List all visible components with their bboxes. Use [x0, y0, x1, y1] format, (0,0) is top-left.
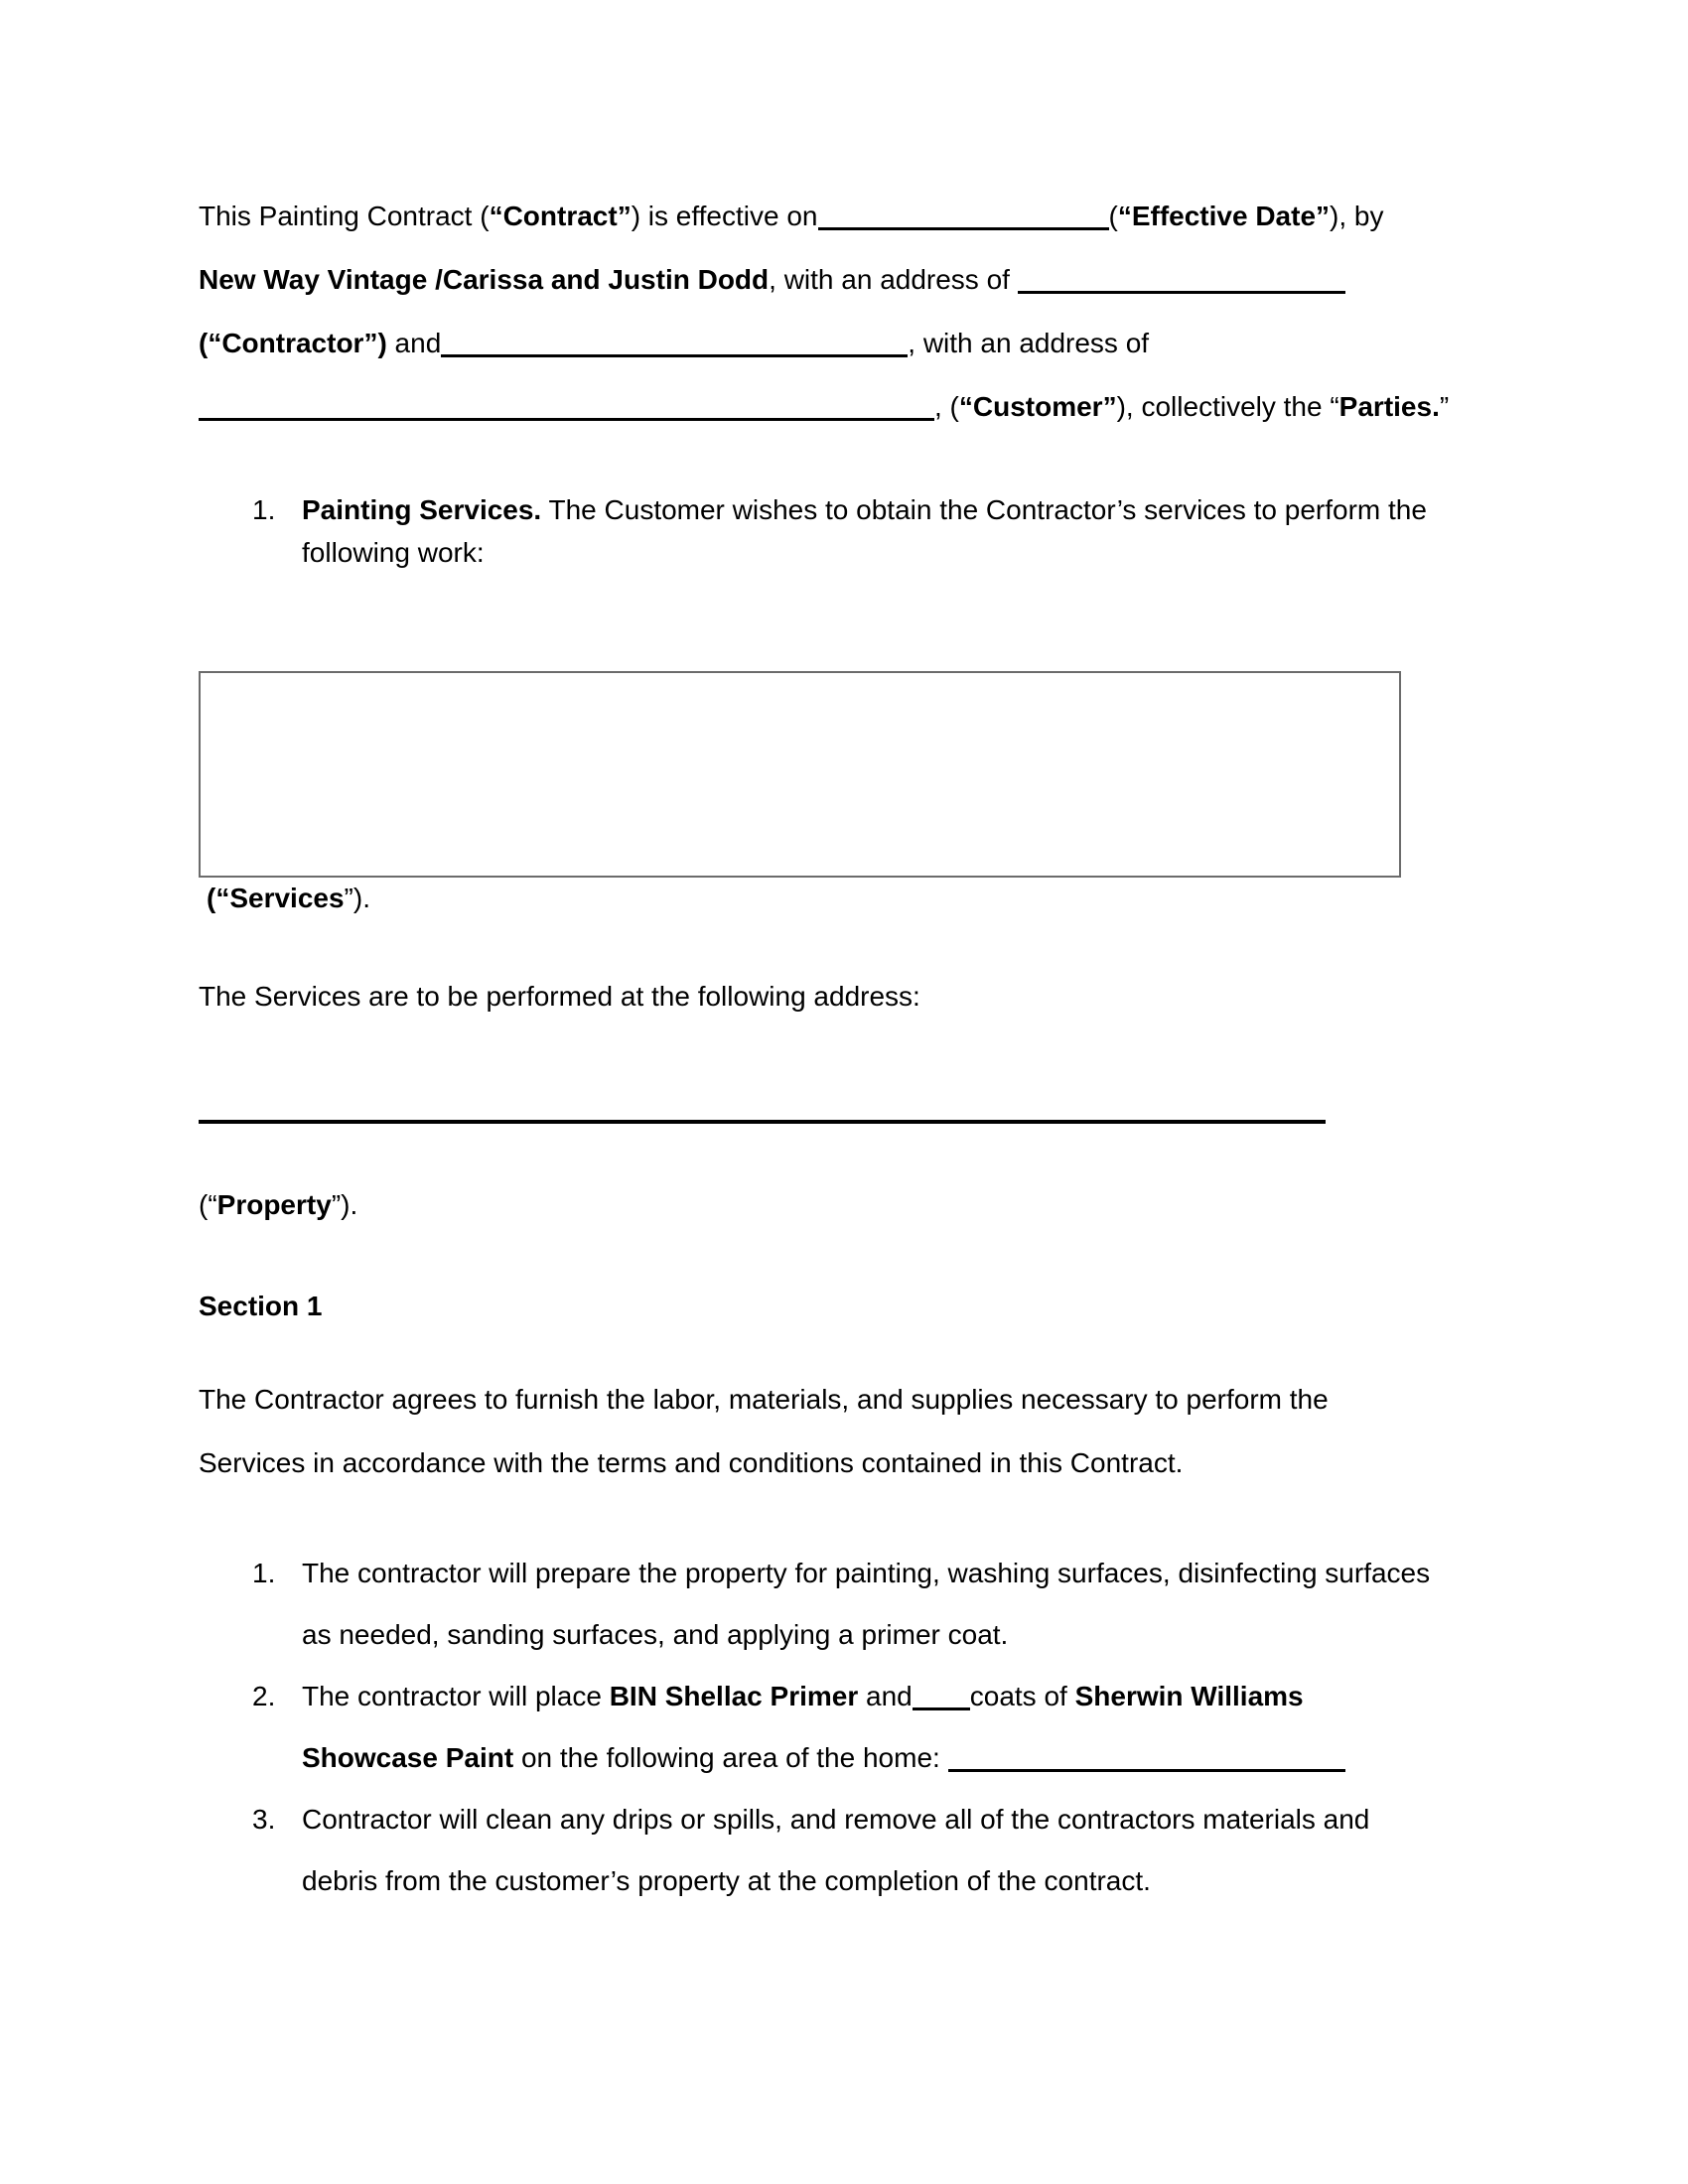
intro-text: ( — [1108, 201, 1118, 231]
list-item-cleanup — [199, 1789, 1489, 1912]
list-item-text: The contractor will place — [302, 1681, 610, 1711]
list-item-line — [302, 1543, 1489, 1604]
home-area-blank[interactable] — [948, 1769, 1345, 1772]
section-1-paragraph-line-1 — [199, 1368, 1489, 1432]
services-location-text: The Services are to be performed at the following address: — [199, 981, 920, 1012]
intro-text: , ( — [934, 391, 959, 422]
property-address-row — [199, 1088, 1489, 1132]
intro-line-2 — [199, 248, 1489, 312]
list-number: 1. — [252, 1558, 276, 1588]
intro-line-1 — [199, 185, 1489, 248]
list-item-line — [302, 1850, 1489, 1912]
intro-line-4 — [199, 375, 1489, 439]
section-1-text: The Contractor agrees to furnish the labor, materials, and supplies necessary to perform the — [199, 1384, 1329, 1415]
effective-date-term: “Effective Date” — [1117, 201, 1331, 231]
list-item-text: The contractor will prepare the property for painting, washing surfaces, disinfecting surfaces — [302, 1558, 1431, 1588]
list-item-line — [302, 1727, 1489, 1789]
intro-text: ), collectively the “ — [1116, 391, 1339, 422]
list-item-text: Contractor will clean any drips or spills, and remove all of the contractors materials and — [302, 1804, 1370, 1835]
intro-text: ), by — [1330, 201, 1384, 231]
effective-date-blank[interactable] — [818, 227, 1109, 230]
section-1-paragraph-line-2 — [199, 1432, 1489, 1495]
list-number: 2. — [252, 1681, 276, 1711]
list-item-text: on the following area of the home: — [513, 1742, 948, 1773]
paint-brand-name: Sherwin Williams — [1074, 1681, 1304, 1711]
list-item-text: as needed, sanding surfaces, and applying a primer coat. — [302, 1619, 1009, 1650]
painting-services-text: The Customer wishes to obtain the Contractor’s services to perform the — [541, 494, 1427, 525]
list-item-line — [302, 1789, 1489, 1850]
property-term: Property — [216, 1189, 332, 1220]
section-1-text: Services in accordance with the terms and conditions contained in this Contract. — [199, 1447, 1184, 1478]
list-item-paint — [199, 1666, 1489, 1789]
painting-services-text: following work: — [302, 537, 485, 568]
coats-count-blank[interactable] — [913, 1707, 970, 1710]
intro-text: ” — [1439, 391, 1450, 422]
primer-product-name: BIN Shellac Primer — [609, 1681, 859, 1711]
intro-text: , with an address of — [908, 328, 1150, 358]
services-term: (“Services — [207, 883, 345, 913]
services-term-close: ”). — [344, 883, 370, 913]
intro-text: ) is effective on — [631, 201, 818, 231]
contractor-name: New Way Vintage /Carissa and Justin Dodd — [199, 264, 770, 295]
contractor-address-blank[interactable] — [1018, 291, 1345, 294]
section-1-list — [199, 1543, 1489, 1912]
services-definition-label — [199, 878, 1489, 919]
painting-services-line-2 — [302, 531, 1489, 574]
property-address-blank[interactable] — [199, 1120, 1326, 1124]
services-description-box[interactable] — [199, 671, 1401, 878]
customer-term: “Customer” — [958, 391, 1117, 422]
list-item-text: coats of — [969, 1681, 1075, 1711]
painting-services-item — [199, 488, 1489, 574]
painting-services-line-1 — [302, 488, 1489, 531]
section-1-paragraph — [199, 1368, 1489, 1495]
property-definition-label — [199, 1183, 1489, 1227]
parties-term: Parties. — [1338, 391, 1440, 422]
services-location-sentence — [199, 975, 1489, 1019]
customer-address-blank[interactable] — [199, 418, 934, 421]
paint-product-name: Showcase Paint — [302, 1742, 514, 1773]
section-1-heading: Section 1 — [199, 1291, 323, 1321]
intro-text: This Painting Contract ( — [199, 201, 490, 231]
list-item-line — [302, 1666, 1489, 1727]
list-number: 3. — [252, 1804, 276, 1835]
painting-services-heading: Painting Services. — [302, 494, 542, 525]
list-item-prepare — [199, 1543, 1489, 1666]
property-term-close: ”). — [331, 1189, 358, 1220]
list-item-text: debris from the customer’s property at the completion of the contract. — [302, 1865, 1151, 1896]
list-item-text: and — [858, 1681, 913, 1711]
list-number: 1. — [252, 494, 276, 525]
contract-intro-paragraph — [199, 185, 1489, 439]
intro-line-3 — [199, 312, 1489, 375]
property-term-open: (“ — [199, 1189, 217, 1220]
list-item-line — [302, 1604, 1489, 1666]
contractor-term: (“Contractor”) — [199, 328, 387, 358]
customer-name-blank[interactable] — [441, 354, 908, 357]
intro-text: and — [386, 328, 442, 358]
contract-term: “Contract” — [489, 201, 632, 231]
intro-text: , with an address of — [769, 264, 1018, 295]
